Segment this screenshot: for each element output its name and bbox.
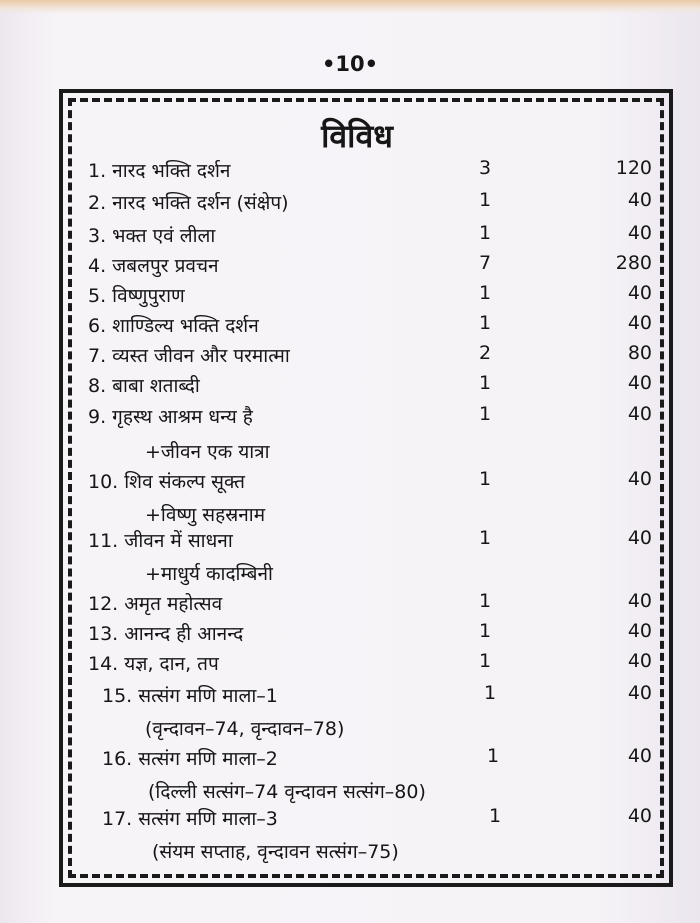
item-subtitle: +विष्णु सहस्रनाम: [145, 504, 266, 526]
list-item: [0, 745, 700, 803]
item-title: 4. जबलपुर प्रवचन: [88, 255, 219, 277]
item-quantity: 1: [478, 620, 492, 642]
item-quantity: 1: [486, 745, 500, 767]
item-subtitle: (वृन्दावन–74, वृन्दावन–78): [145, 718, 345, 740]
item-title: 15. सत्संग मणि माला–1: [102, 685, 278, 707]
item-title: 11. जीवन में साधना: [88, 530, 233, 552]
item-price: 40: [627, 372, 652, 394]
item-price: 40: [627, 222, 652, 244]
item-quantity: 1: [488, 805, 502, 827]
item-title: 16. सत्संग मणि माला–2: [102, 748, 278, 770]
item-quantity: 2: [478, 342, 492, 364]
item-price: 40: [627, 189, 652, 211]
item-title: 12. अमृत महोत्सव: [88, 593, 223, 615]
item-title: 3. भक्त एवं लीला: [88, 225, 216, 247]
list-item: [0, 682, 700, 740]
list-item: [0, 222, 700, 252]
list-item: [0, 590, 700, 620]
item-price: 40: [627, 312, 652, 334]
item-title: 9. गृहस्थ आश्रम धन्य है: [88, 406, 253, 428]
item-subtitle: +माधुर्य कादम्बिनी: [145, 563, 273, 585]
item-quantity: 1: [478, 590, 492, 612]
item-price: 120: [615, 157, 652, 179]
list-item: [0, 527, 700, 585]
item-price: 40: [627, 468, 652, 490]
item-price: 40: [627, 805, 652, 827]
item-subtitle: +जीवन एक यात्रा: [145, 441, 270, 463]
item-quantity: 1: [478, 222, 492, 244]
item-price: 40: [627, 745, 652, 767]
list-item: [0, 620, 700, 650]
item-title: 6. शाण्डिल्य भक्ति दर्शन: [88, 315, 259, 337]
item-quantity: 1: [478, 282, 492, 304]
item-quantity: 1: [478, 189, 492, 211]
list-item: [0, 468, 700, 526]
list-item: [0, 372, 700, 402]
item-quantity: 1: [478, 527, 492, 549]
item-quantity: 1: [478, 312, 492, 334]
item-quantity: 3: [478, 157, 492, 179]
item-title: 10. शिव संकल्प सूक्त: [88, 471, 245, 493]
item-quantity: 1: [478, 403, 492, 425]
page-top-edge: [0, 0, 700, 14]
item-title: 7. व्यस्त जीवन और परमात्मा: [88, 345, 290, 367]
item-quantity: 1: [478, 372, 492, 394]
list-item: [0, 157, 700, 187]
list-item: [0, 312, 700, 342]
item-price: 40: [627, 620, 652, 642]
item-price: 40: [627, 682, 652, 704]
item-quantity: 1: [483, 682, 497, 704]
item-title: 13. आनन्द ही आनन्द: [88, 623, 244, 645]
list-item: [0, 342, 700, 372]
item-price: 40: [627, 527, 652, 549]
item-price: 40: [627, 650, 652, 672]
item-price: 280: [615, 252, 652, 274]
item-subtitle: (दिल्ली सत्संग–74 वृन्दावन सत्संग–80): [148, 781, 426, 803]
list-item: [0, 403, 700, 463]
item-quantity: 7: [478, 252, 492, 274]
list-item: [0, 252, 700, 282]
item-title: 2. नारद भक्ति दर्शन (संक्षेप): [88, 192, 289, 214]
item-title: 14. यज्ञ, दान, तप: [88, 653, 219, 675]
item-price: 80: [627, 342, 652, 364]
page-number: •10•: [321, 52, 379, 76]
page-title: विविध: [321, 117, 393, 155]
item-title: 8. बाबा शताब्दी: [88, 375, 200, 397]
item-price: 40: [627, 282, 652, 304]
item-title: 17. सत्संग मणि माला–3: [102, 808, 278, 830]
list-item: [0, 189, 700, 219]
item-title: 5. विष्णुपुराण: [88, 285, 185, 307]
item-title: 1. नारद भक्ति दर्शन: [88, 160, 231, 182]
item-quantity: 1: [478, 468, 492, 490]
item-price: 40: [627, 590, 652, 612]
list-item: [0, 805, 700, 863]
item-price: 40: [627, 403, 652, 425]
item-subtitle: (संयम सप्ताह, वृन्दावन सत्संग–75): [152, 841, 399, 863]
list-item: [0, 282, 700, 312]
list-item: [0, 650, 700, 680]
item-quantity: 1: [478, 650, 492, 672]
